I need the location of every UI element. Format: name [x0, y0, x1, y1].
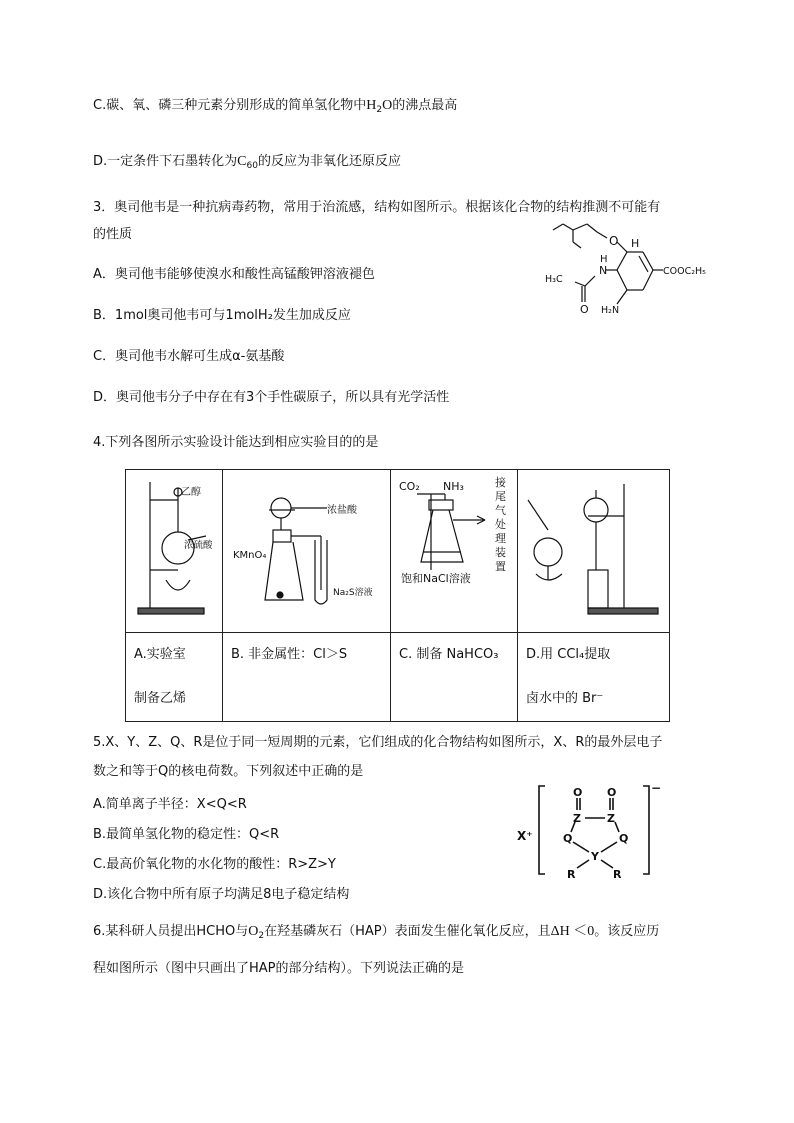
- o2-o: O: [248, 924, 259, 939]
- q4-caption-d-line2: 卤水中的 Br⁻: [526, 691, 604, 706]
- q4-caption-d-line1: D.用 CCl₄提取: [526, 647, 611, 662]
- atom-q-left: Q: [563, 832, 573, 845]
- tail-gas-char-2: 尾: [495, 490, 506, 503]
- o2-sub: 2: [258, 931, 265, 941]
- atom-z-right: Z: [607, 812, 615, 825]
- tail-gas-char-7: 置: [495, 560, 506, 573]
- charge-label: −: [651, 781, 662, 795]
- tail-gas-char-6: 装: [495, 546, 506, 559]
- delta-h: ΔH ＜0: [550, 924, 595, 939]
- q2-option-c: [93, 94, 457, 115]
- na2s-label: Na₂S溶液: [333, 588, 373, 598]
- oxygen-label: O: [609, 234, 619, 248]
- q5-option-d: D.该化合物中所有原子均满足8电子稳定结构: [93, 887, 350, 902]
- q3-option-b: B．1mol奥司他韦可与1molH₂发生加成反应: [93, 308, 351, 323]
- q5-option-c: C.最高价氧化物的水化物的酸性：R>Z>Y: [93, 857, 336, 872]
- q6-line1-mid: 在羟基磷灰石（HAP）表面发生催化氧化反应，且: [264, 924, 551, 939]
- q4-caption-b-line1: B. 非金属性：Cl＞S: [231, 647, 348, 662]
- q5-stem-line1: 5.X、Y、Z、Q、R是位于同一短周期的元素，它们组成的化合物结构如图所示，X、R的最外层电子: [93, 735, 663, 750]
- tail-gas-char-4: 处: [495, 518, 506, 531]
- hydrogen-label: H: [631, 237, 640, 250]
- atom-r-right: R: [613, 868, 622, 880]
- q6-stem-line2: 程如图所示（图中只画出了HAP的部分结构）。下列说法正确的是: [93, 961, 465, 976]
- q2-option-d-post: 的反应为非氧化还原反应: [257, 154, 401, 169]
- nahco3-apparatus: [391, 470, 517, 628]
- h2o-h: H: [366, 98, 377, 113]
- q3-stem-line1: 3．奥司他韦是一种抗病毒药物，常用于治流感，结构如图所示。根据该化合物的结构推测不可能有: [93, 200, 661, 215]
- q4-caption-c-line1: C. 制备 NaHCO₃: [399, 647, 499, 662]
- atom-o-right: O: [607, 786, 617, 799]
- ester-label: COOC₂H₅: [663, 266, 706, 277]
- carbonyl-oxygen-label: O: [580, 303, 589, 316]
- q4-stem: 4.下列各图所示实验设计能达到相应实验目的的是: [93, 435, 379, 450]
- q4-caption-d: [518, 633, 670, 722]
- q4-caption-a-line2: 制备乙烯: [134, 691, 187, 706]
- q2-option-d-pre: D.一定条件下石墨转化为: [93, 154, 238, 169]
- xyzqr-structure: [515, 780, 665, 880]
- q6-line1-pre: 6.某科研人员提出HCHO与: [93, 924, 249, 939]
- q5-option-a: A.简单离子半径：X<Q<R: [93, 797, 247, 812]
- atom-y: Y: [591, 850, 599, 863]
- oseltamivir-structure: [535, 220, 710, 320]
- q5-option-b: B.最简单氢化物的稳定性：Q<R: [93, 827, 280, 842]
- q4-figure-d: [518, 470, 670, 633]
- methyl-label: H₃C: [545, 274, 563, 285]
- q3-option-d: D．奥司他韦分子中存在有3个手性碳原子，所以具有光学活性: [93, 390, 450, 405]
- extraction-apparatus: [518, 470, 668, 628]
- q2-option-d: [93, 150, 401, 171]
- tail-gas-char-1: 接: [495, 476, 506, 489]
- q3-option-c: C．奥司他韦水解可生成α-氨基酸: [93, 349, 285, 364]
- sulfuric-acid-label: 浓硫酸: [184, 540, 213, 551]
- h2o-o: O: [382, 98, 393, 113]
- q2-option-c-post: 的沸点最高: [392, 98, 458, 113]
- co2-label: CO₂: [399, 480, 420, 493]
- amine-label: H₂N: [601, 305, 620, 316]
- tail-gas-char-3: 气: [495, 504, 506, 517]
- q3-option-a: A．奥司他韦能够使溴水和酸性高锰酸钾溶液褪色: [93, 267, 375, 282]
- chlorine-apparatus: [223, 470, 389, 628]
- nacl-solution-label: 饱和NaCl溶液: [401, 572, 471, 585]
- q4-figure-b: [223, 470, 391, 633]
- atom-q-right: Q: [619, 832, 629, 845]
- kmno4-label: KMnO₄: [233, 550, 267, 561]
- q4-figure-a: [126, 470, 223, 633]
- q6-stem-line1: [93, 920, 659, 941]
- hcl-label: 浓盐酸: [327, 505, 357, 516]
- atom-o-left: O: [573, 786, 583, 799]
- c60-c: C: [237, 154, 247, 169]
- q4-experiment-table: [125, 469, 670, 722]
- q4-caption-a-line1: A.实验室: [134, 647, 186, 662]
- c60-sub: 60: [246, 161, 258, 171]
- q3-stem-line2: 的性质: [93, 227, 133, 242]
- q4-caption-a: [126, 633, 223, 722]
- nitrogen-label: N: [599, 264, 608, 277]
- tail-gas-char-5: 理: [495, 532, 506, 545]
- nh-hydrogen-label: H: [600, 254, 608, 265]
- nh3-label: NH₃: [443, 480, 464, 493]
- q4-caption-b: [223, 633, 391, 722]
- atom-z-left: Z: [573, 812, 581, 825]
- ethylene-apparatus: [126, 470, 222, 628]
- q4-caption-c: [391, 633, 518, 722]
- ethanol-label: 乙醇: [181, 487, 201, 498]
- h2o-sub: 2: [376, 105, 383, 115]
- q6-line1-post: 。该反应历: [594, 924, 660, 939]
- cation-label: X⁺: [517, 829, 533, 843]
- q2-option-c-pre: C.碳、氧、磷三种元素分别形成的简单氢化物中: [93, 98, 367, 113]
- q4-figure-c: [391, 470, 518, 633]
- atom-r-left: R: [567, 868, 576, 880]
- q5-stem-line2: 数之和等于Q的核电荷数。下列叙述中正确的是: [93, 764, 364, 779]
